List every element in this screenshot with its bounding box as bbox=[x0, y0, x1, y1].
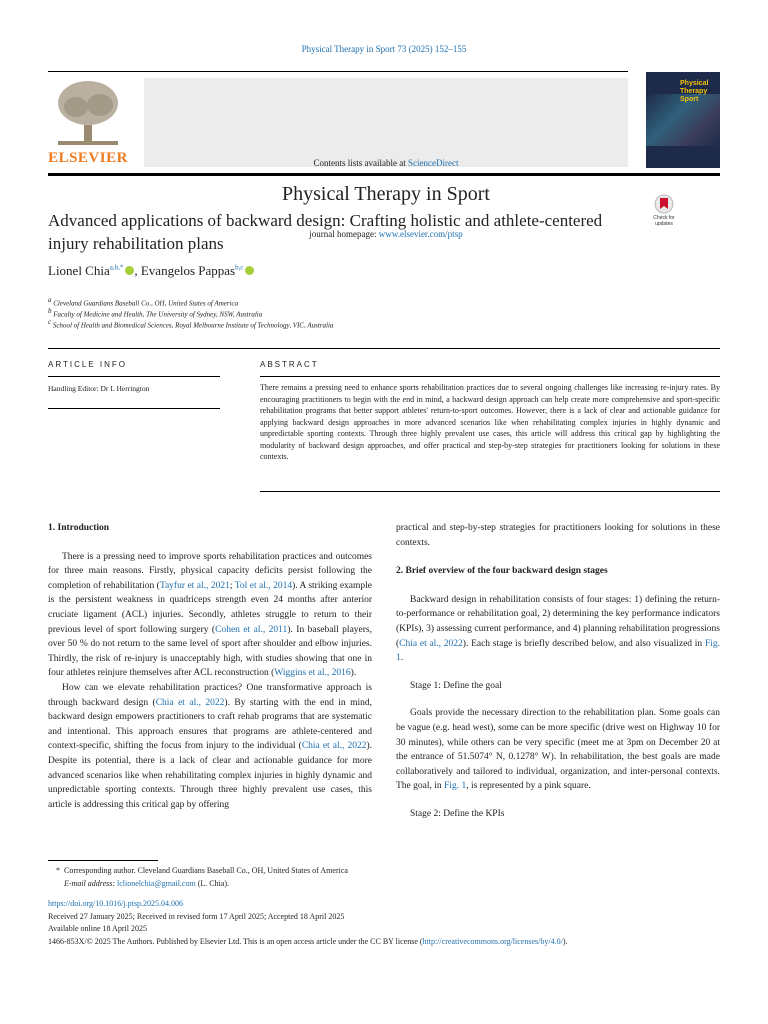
contents-prefix: Contents lists available at bbox=[313, 158, 408, 168]
author-name[interactable]: Lionel Chia bbox=[48, 263, 110, 278]
affiliation-sup: b bbox=[48, 307, 52, 315]
affiliation bbox=[48, 296, 238, 307]
stage-heading: Stage 1: Define the goal bbox=[410, 680, 502, 691]
figure-link[interactable]: Fig. 1 bbox=[396, 638, 720, 664]
article-title: Advanced applications of backward design: Crafting holistic and athlete-centered injury rehabilitation plans bbox=[48, 211, 603, 253]
citation-link[interactable]: Wiggins et al., 2016 bbox=[274, 668, 351, 679]
available-online: Available online 18 April 2025 bbox=[48, 924, 147, 933]
article-info-rule bbox=[48, 376, 220, 377]
paragraph: There is a pressing need to improve sports rehabilitation practices and outcomes for three main reasons. Firstly, physical capacity deficits persist following the completion of rehabilitation (Tayfur et al., 2021; Tol et al., 2014). A striking example is the persistent weakness in quadriceps strength even 24 months after anterior cruciate ligament (ACL) injuries. Secondly, athletes struggle to return to their previous level of sport following surgery (Cohen et al., 2011). In baseball players, over 50 % do not return to the same level of sport after shoulder and elbow injuries. Thirdly, the risk of re-injury is unacceptably high, with studies showing that one in four athletes reinjure themselves after ACL reconstruction (Wiggins et al., 2016). bbox=[48, 551, 373, 679]
elsevier-tree-icon bbox=[54, 79, 122, 147]
figure-link[interactable]: Fig. 1 bbox=[444, 781, 467, 792]
paragraph: How can we elevate rehabilitation practices? One transformative approach is through backward design (Chia et al., 2022). By starting with the end in mind, backward design empowers practitioners to craft rehab programs that are systematic and intentional. This approach ensures that programs are athlete-centered and context-specific, shifting the focus from injury to the individual (Chia et al., 2022). Despite its potential, there is a lack of clear and actionable guidance for more advanced scenarios like when rehabilitating complex injuries in highly dynamic and unpredictable sporting contexts. Through three highly prevalent use cases, this article is addressing this critical gap by offering bbox=[48, 682, 373, 810]
orcid-icon[interactable] bbox=[245, 266, 254, 275]
email-line bbox=[64, 879, 229, 888]
svg-text:Check for: Check for bbox=[653, 215, 675, 221]
author-separator: , bbox=[134, 263, 141, 278]
citation-link[interactable]: Chia et al., 2022 bbox=[155, 697, 225, 708]
paragraph: Backward design in rehabilitation consists of four stages: 1) defining the return-to-performance or rehabilitation goal, 2) determining the key performance indicators (KPIs), 3) assessing current performance, and 4) planning rehabilitation progressions (Chia et al., 2022). Each stage is briefly described below, and also visualized in Fig. 1. bbox=[396, 594, 720, 664]
article-info-rule bbox=[48, 408, 220, 409]
license-link[interactable]: http://creativecommons.org/licenses/by/4.0/ bbox=[422, 937, 563, 946]
affiliation bbox=[48, 307, 262, 318]
section-heading: 1. Introduction bbox=[48, 523, 110, 533]
cover-title: Physical Therapy Sport bbox=[680, 80, 709, 103]
paragraph: Goals provide the necessary direction to the rehabilitation plan. Some goals can be vague (e.g. head west), some can be more specific (drive west on Highway 10 for 30 minutes), while others can be very specific (meet me at 3pm on December 20 at the entrance of 51.5074° N, 0.1278° W). In rehabilitation, the best goals are made collaboratively and tailored to individual, organization, and inter-personal contexts. The goal, in Fig. 1, is represented by a pink square. bbox=[396, 708, 720, 792]
corresponding-note bbox=[56, 866, 348, 875]
article-info-label: ARTICLE INFO bbox=[48, 360, 127, 369]
affiliation-text: Cleveland Guardians Baseball Co., OH, United States of America bbox=[53, 299, 239, 308]
corresponding-text: Corresponding author. Cleveland Guardians Baseball Co., OH, United States of America bbox=[64, 866, 348, 875]
license-line bbox=[48, 937, 728, 946]
affiliation-text: School of Health and Biomedical Sciences, Royal Melbourne Institute of Technology, VIC, Australia bbox=[52, 321, 334, 330]
author-list bbox=[48, 263, 254, 279]
received-dates: Received 27 January 2025; Received in revised form 17 April 2025; Accepted 18 April 2025 bbox=[48, 912, 345, 921]
paragraph: practical and step-by-step strategies for practitioners looking for solutions in these contexts. bbox=[396, 523, 720, 548]
affiliation-sup: a bbox=[48, 296, 52, 304]
svg-text:updates: updates bbox=[655, 221, 673, 227]
elsevier-logo bbox=[48, 75, 128, 167]
affiliation-sup: c bbox=[48, 318, 52, 326]
email-link[interactable]: lclionelchia@gmail.com bbox=[117, 879, 196, 888]
left-column bbox=[48, 521, 372, 812]
journal-title: Physical Therapy in Sport bbox=[282, 183, 490, 205]
author-affil-sup[interactable]: a,b,* bbox=[109, 263, 124, 272]
stage-heading: Stage 2: Define the KPIs bbox=[410, 808, 505, 819]
author-affil-sup[interactable]: b,c bbox=[235, 263, 244, 272]
footnote-rule bbox=[48, 860, 158, 861]
abstract-rule bbox=[260, 491, 720, 492]
elsevier-wordmark: ELSEVIER bbox=[48, 150, 128, 166]
email-suffix: (L. Chia). bbox=[195, 879, 230, 888]
citation-link[interactable]: Tol et al., 2014 bbox=[234, 580, 293, 591]
header-rule bbox=[48, 71, 628, 72]
section-divider bbox=[48, 348, 720, 349]
author-name[interactable]: Evangelos Pappas bbox=[140, 263, 236, 278]
journal-cover bbox=[646, 72, 720, 168]
footnote-mark: * bbox=[56, 866, 60, 875]
right-column bbox=[396, 521, 720, 822]
abstract-label: ABSTRACT bbox=[260, 360, 319, 369]
contents-line bbox=[144, 158, 628, 168]
citation-link[interactable]: Chia et al., 2022 bbox=[399, 638, 463, 649]
doi-link[interactable]: https://doi.org/10.1016/j.ptsp.2025.04.006 bbox=[48, 899, 183, 908]
license-close: ). bbox=[562, 937, 568, 946]
homepage-prefix: journal homepage: bbox=[309, 229, 379, 239]
homepage-link[interactable]: www.elsevier.com/ptsp bbox=[378, 229, 463, 239]
license-text: 1466-853X/© 2025 The Authors. Published by Elsevier Ltd. This is an open access article under the CC BY license ( bbox=[48, 937, 423, 946]
citation-link[interactable]: Tayfur et al., 2021 bbox=[159, 580, 230, 591]
citation-link[interactable]: Cohen et al., 2011 bbox=[215, 624, 288, 635]
abstract-rule bbox=[260, 376, 720, 377]
handling-editor: Handling Editor: Dr L Herrington bbox=[48, 384, 150, 393]
email-label: E-mail address: bbox=[64, 879, 118, 888]
affiliation-text: Faculty of Medicine and Health, The University of Sydney, NSW, Australia bbox=[53, 310, 263, 319]
sciencedirect-link[interactable]: ScienceDirect bbox=[408, 158, 459, 168]
affiliation bbox=[48, 318, 333, 329]
journal-citation[interactable]: Physical Therapy in Sport 73 (2025) 152–155 bbox=[301, 44, 467, 54]
header-rule-thick bbox=[48, 173, 720, 176]
check-for-updates-badge[interactable] bbox=[646, 194, 682, 228]
citation-link[interactable]: Chia et al., 2022 bbox=[301, 741, 367, 752]
abstract-text: There remains a pressing need to enhance sports rehabilitation practices due to several ongoing challenges like increasing re-injury rates. By encouraging practitioners to begin with the end in mind, a backward design approach can help create more comprehensive and sport-specific rehabilitation programs that better support athletes' return-to-sport outcomes. However, there is a lack of clear and actionable guidance for applying backward design approaches in more advanced scenarios like when rehabilitating complex injuries in highly dynamic and unpredictable sporting contexts. Through three highly prevalent use cases, this article will address this critical gap by highlighting the modularity of backward design approaches, and offer practical and step-by-step strategies for practitioners looking for solutions in these contexts. bbox=[260, 383, 720, 461]
orcid-icon[interactable] bbox=[125, 266, 134, 275]
section-heading: 2. Brief overview of the four backward design stages bbox=[396, 566, 608, 577]
